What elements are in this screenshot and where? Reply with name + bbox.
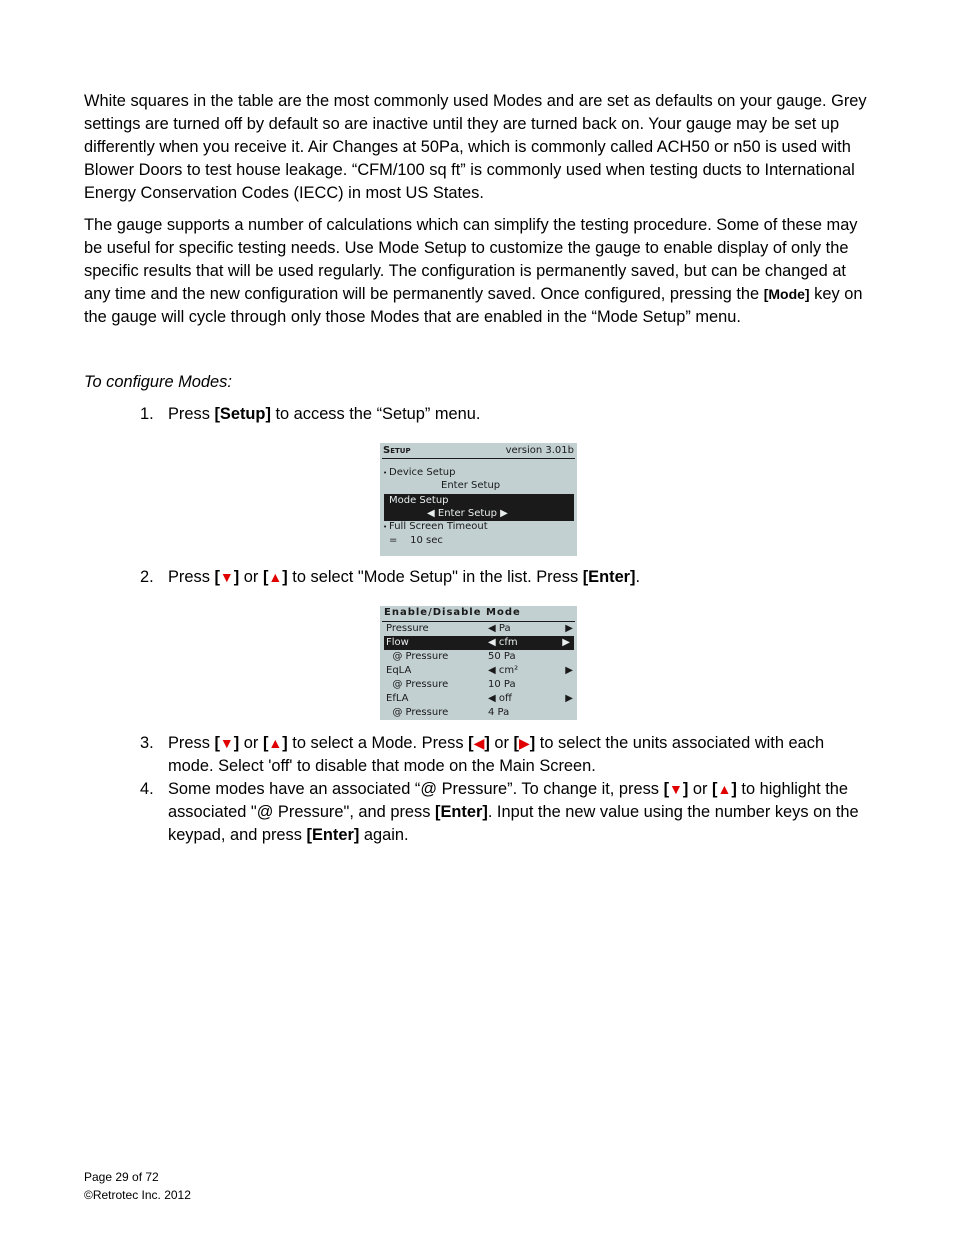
step-text: . bbox=[635, 568, 641, 586]
step-text: to access the “Setup” menu. bbox=[270, 405, 481, 423]
down-arrow-icon: ▼ bbox=[669, 781, 683, 797]
step-text: or bbox=[688, 780, 713, 798]
mode-label: @ Pressure bbox=[386, 707, 449, 718]
menu-item-mode-setup-selected bbox=[384, 494, 574, 521]
mode-label: Flow bbox=[386, 637, 409, 648]
step-text: or bbox=[239, 734, 263, 752]
bracket: ] bbox=[731, 780, 737, 798]
step-text: to select the units associated with each mode. Select 'off' to disable that mode on the Main Screen. bbox=[168, 734, 825, 775]
mode-value: 50 Pa bbox=[488, 651, 516, 662]
right-arrow-icon: ▶ bbox=[565, 623, 573, 634]
mode-row bbox=[380, 692, 577, 706]
step-text: or bbox=[489, 734, 514, 752]
mode-row bbox=[380, 664, 577, 678]
bracket: [ bbox=[712, 780, 718, 798]
enter-key-label: [Enter] bbox=[306, 826, 360, 844]
step-text: again. bbox=[359, 826, 409, 844]
mode-value: ◀ off bbox=[488, 693, 512, 704]
bracket: ] bbox=[233, 568, 240, 586]
menu-item-full-screen-timeout: Full Screen Timeout bbox=[389, 521, 488, 532]
bracket: ] bbox=[529, 734, 536, 752]
screen-title: Enable/Disable Mode bbox=[384, 607, 521, 618]
enter-key-label: [Enter] bbox=[582, 568, 636, 586]
mode-value: 10 Pa bbox=[488, 679, 516, 690]
up-arrow-icon: ▲ bbox=[268, 569, 283, 585]
menu-item-sub: ◀ Enter Setup ▶ bbox=[427, 508, 508, 519]
enter-key-label: [Enter] bbox=[434, 803, 488, 821]
step-text: Some modes have an associated “@ Pressure”. To change it, press bbox=[168, 780, 664, 798]
page-number: Page 29 of 72 bbox=[84, 1170, 159, 1184]
up-arrow-icon: ▲ bbox=[717, 781, 732, 797]
bracket: [ bbox=[262, 568, 269, 586]
bracket: ] bbox=[484, 734, 490, 752]
copyright: ©Retrotec Inc. 2012 bbox=[84, 1188, 191, 1202]
step-text: Press bbox=[168, 405, 215, 423]
left-arrow-icon: ◀ bbox=[473, 735, 485, 751]
step-number: 1. bbox=[140, 405, 154, 423]
mode-row bbox=[380, 706, 577, 720]
menu-item-mode-setup: Mode Setup bbox=[389, 495, 449, 506]
configure-heading: To configure Modes: bbox=[84, 373, 232, 391]
down-arrow-icon: ▼ bbox=[219, 569, 234, 585]
intro-paragraph-1: White squares in the table are the most commonly used Modes and are set as defaults on your gauge. Grey settings are turned off by default so are inactive until they are turned back on. Your gauge may be set up differently when you receive it. Air Changes at 50Pa, which is commonly called ACH50 or n50 is used with Blower Doors to test house leakage. “CFM/100 sq ft” is commonly used when testing ducts to International Energy Conservation Codes (IECC) in most US States. bbox=[84, 92, 867, 202]
mode-row bbox=[380, 650, 577, 664]
mode-value: ◀ Pa bbox=[488, 623, 511, 634]
setup-key-label: [Setup] bbox=[214, 405, 271, 423]
mode-value: 4 Pa bbox=[488, 707, 510, 718]
right-arrow-icon: ▶ bbox=[565, 693, 573, 704]
right-arrow-icon: ▶ bbox=[565, 665, 573, 676]
version-label: version 3.01b bbox=[505, 445, 574, 456]
mode-label: EqLA bbox=[386, 665, 412, 676]
para2-text-a: The gauge supports a number of calculations which can simplify the testing procedure. Some of these may be useful for specific testing needs. Use Mode Setup to customize the gauge to enable display of only the specific results that will be used regularly. The configuration is permanently saved, but can be changed at any time and the new configuration will be permanently saved. Once configured, pressing the bbox=[84, 216, 858, 303]
bracket: [ bbox=[262, 734, 269, 752]
bracket: ] bbox=[682, 780, 689, 798]
step-text: to select a Mode. Press bbox=[287, 734, 469, 752]
mode-label: @ Pressure bbox=[386, 679, 449, 690]
up-arrow-icon: ▲ bbox=[268, 735, 283, 751]
mode-label: EfLA bbox=[386, 693, 409, 704]
mode-row bbox=[380, 678, 577, 692]
bracket: ] bbox=[282, 568, 288, 586]
enable-disable-mode-screen bbox=[380, 606, 577, 720]
setup-screen bbox=[380, 443, 577, 556]
bracket: [ bbox=[214, 734, 220, 752]
bracket: [ bbox=[663, 780, 670, 798]
intro-paragraph-2 bbox=[84, 214, 874, 329]
step-text: Press bbox=[168, 734, 215, 752]
setup-screen-title: Setup bbox=[383, 445, 411, 456]
bracket: [ bbox=[513, 734, 519, 752]
para2-text-b: key on the gauge will cycle through only those Modes that are enabled in the “Mode Setup” menu. bbox=[84, 285, 863, 326]
step-text: . Input the new value using the number keys on the keypad, and press bbox=[168, 803, 859, 844]
mode-value: ◀ cfm bbox=[488, 637, 518, 648]
step-number: 3. bbox=[140, 734, 154, 752]
bullet-icon: • bbox=[383, 523, 388, 531]
mode-label: Pressure bbox=[386, 623, 429, 634]
bracket: [ bbox=[214, 568, 220, 586]
mode-row bbox=[380, 622, 577, 636]
timeout-value: = 10 sec bbox=[389, 535, 443, 546]
step-text: or bbox=[239, 568, 263, 586]
menu-item-sub: Enter Setup bbox=[441, 480, 501, 491]
bracket: ] bbox=[233, 734, 240, 752]
step-text: to select "Mode Setup" in the list. Press bbox=[287, 568, 583, 586]
step-text: Press bbox=[168, 568, 215, 586]
step-text: to highlight the associated "@ Pressure", and press bbox=[168, 780, 849, 821]
mode-label: @ Pressure bbox=[386, 651, 449, 662]
step-number: 4. bbox=[140, 780, 154, 798]
mode-value: ◀ cm² bbox=[488, 665, 519, 676]
bracket: ] bbox=[282, 734, 288, 752]
bracket: [ bbox=[468, 734, 474, 752]
bullet-icon: • bbox=[383, 469, 388, 477]
step-number: 2. bbox=[140, 568, 154, 586]
menu-item-device-setup: Device Setup bbox=[389, 467, 456, 478]
page-footer bbox=[84, 1168, 191, 1204]
mode-row bbox=[384, 636, 574, 650]
down-arrow-icon: ▼ bbox=[219, 735, 234, 751]
right-arrow-icon: ▶ bbox=[519, 735, 530, 751]
mode-key-label: [Mode] bbox=[763, 286, 810, 302]
divider bbox=[382, 458, 575, 459]
right-arrow-icon: ▶ bbox=[562, 637, 570, 648]
